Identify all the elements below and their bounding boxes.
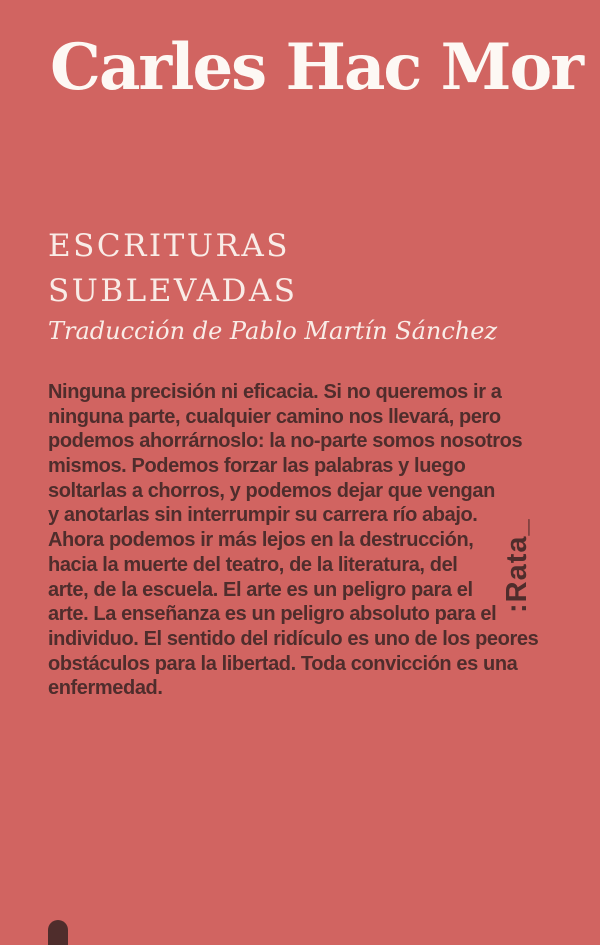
excerpt-line: y anotarlas sin interrumpir su carrera río abajo. xyxy=(48,504,478,527)
author-name: Carles Hac Mor xyxy=(50,30,582,105)
excerpt-line: individuo. El sentido del ridículo es uno de los peores xyxy=(48,627,539,650)
bottom-arch-mark xyxy=(48,920,68,945)
excerpt-line: mismos. Podemos forzar las palabras y luego xyxy=(48,455,466,478)
back-excerpt-text xyxy=(48,380,538,701)
book-title xyxy=(48,224,298,314)
excerpt-line: Ahora podemos ir más lejos en la destrucción, xyxy=(48,529,474,552)
publisher-logo-text: :Rata_ xyxy=(501,518,533,613)
excerpt-line: arte, de la escuela. El arte es un peligro para el xyxy=(48,578,473,601)
excerpt-line: soltarlas a chorros, y podemos dejar que vengan xyxy=(48,479,495,502)
excerpt-line: Ninguna precisión ni eficacia. Si no queremos ir a xyxy=(48,381,502,403)
excerpt-line: enfermedad. xyxy=(48,677,163,700)
excerpt-line: podemos ahorrárnoslo: la no-parte somos nosotros xyxy=(48,430,523,453)
excerpt-line: arte. La enseñanza es un peligro absoluto para el xyxy=(48,603,497,626)
excerpt-line: ninguna parte, cualquier camino nos llevará, pero xyxy=(48,405,501,428)
book-title-line-2: SUBLEVADAS xyxy=(48,273,298,309)
excerpt-line: obstáculos para la libertad. Toda convicción es una xyxy=(48,652,518,675)
translation-credit: Traducción de Pablo Martín Sánchez xyxy=(48,317,498,345)
excerpt-line: hacia la muerte del teatro, de la literatura, del xyxy=(48,553,458,576)
book-title-line-1: ESCRITURAS xyxy=(48,228,290,264)
